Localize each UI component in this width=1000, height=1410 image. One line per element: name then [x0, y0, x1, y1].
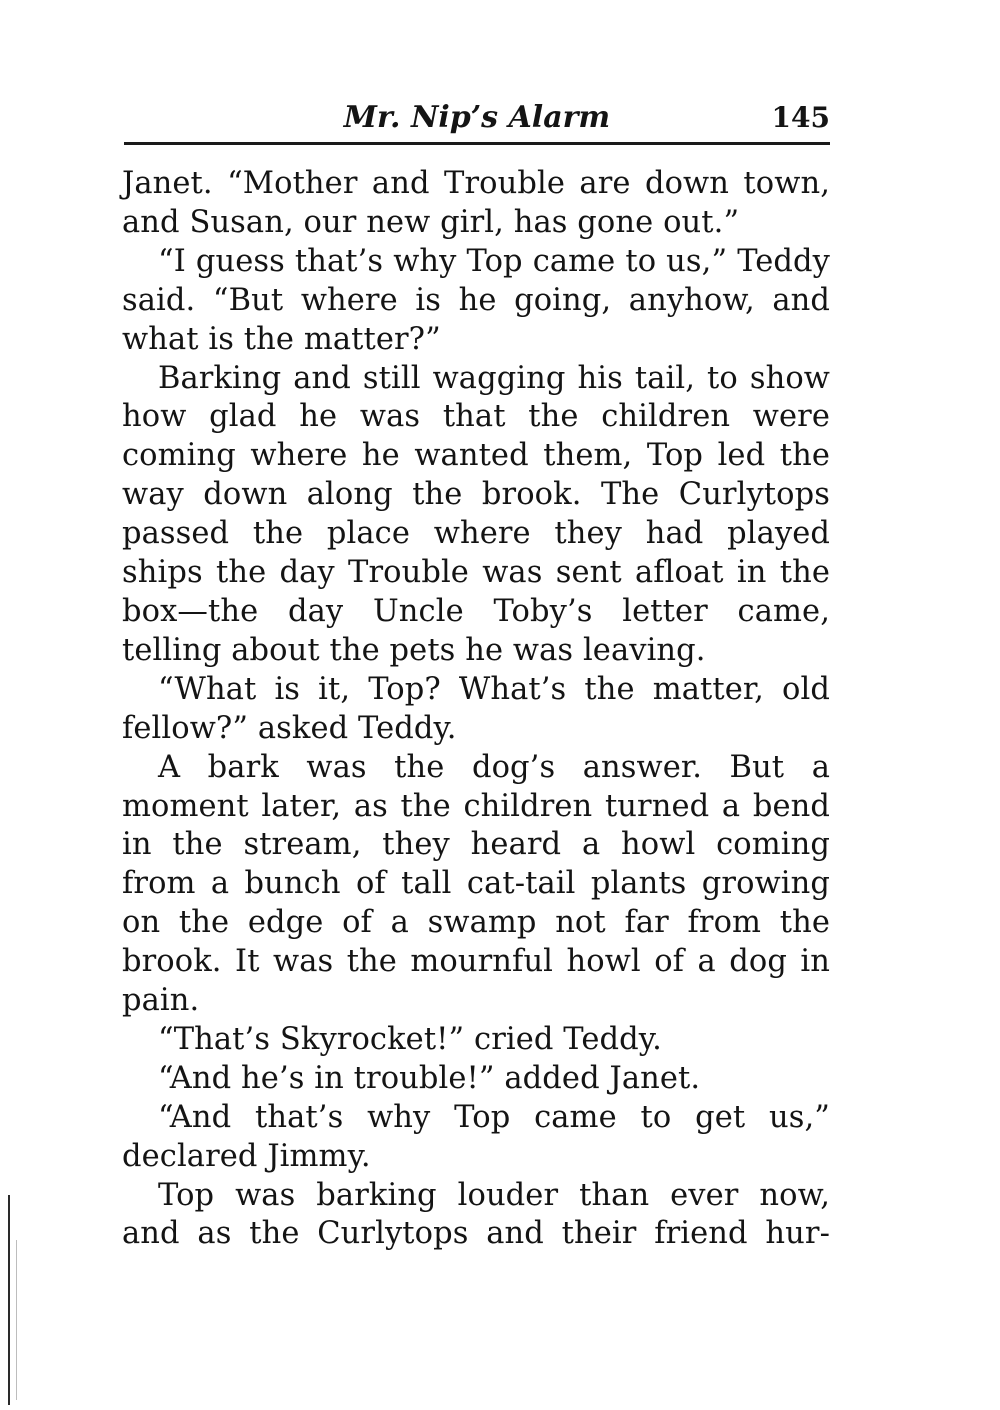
paragraph: “And that’s why Top came to get us,” declared Jimmy. [122, 1099, 830, 1174]
page-header [124, 98, 830, 138]
paragraph: Janet. “Mother and Trouble are down town, and Susan, our new girl, has gone out.” [122, 166, 830, 240]
scan-edge-mark [16, 1240, 17, 1400]
paragraph: “And he’s in trouble!” added Janet. [158, 1060, 701, 1096]
header-rule [124, 142, 830, 145]
paragraph: “That’s Skyrocket!” cried Teddy. [158, 1021, 662, 1057]
scan-edge-mark [8, 1195, 10, 1405]
paragraph: A bark was the dog’s answer. But a moment later, as the children turned a bend in the stream, they heard a howl coming from a bunch of tall cat-tail plants growing on the edge of a swamp not far from the brook. It was the mournful howl of a dog in pain. [122, 749, 830, 1019]
page-number: 145 [771, 101, 830, 134]
paragraph: Top was barking louder than ever now, and as the Curlytops and their friend hur- [122, 1177, 830, 1252]
paragraph: “I guess that’s why Top came to us,” Teddy said. “But where is he going, anyhow, and what is the matter?” [122, 243, 830, 357]
running-title: Mr. Nip’s Alarm [343, 100, 611, 135]
paragraph: Barking and still wagging his tail, to show how glad he was that the children were coming where he wanted them, Top led the way down along the brook. The Curlytops passed the place where they had played ships the day Trouble was sent afloat in the box—the day Uncle Toby’s letter came, telling about the pets he was leaving. [122, 360, 830, 668]
body-text [122, 165, 830, 1254]
paragraph: “What is it, Top? What’s the matter, old fellow?” asked Teddy. [122, 671, 830, 746]
